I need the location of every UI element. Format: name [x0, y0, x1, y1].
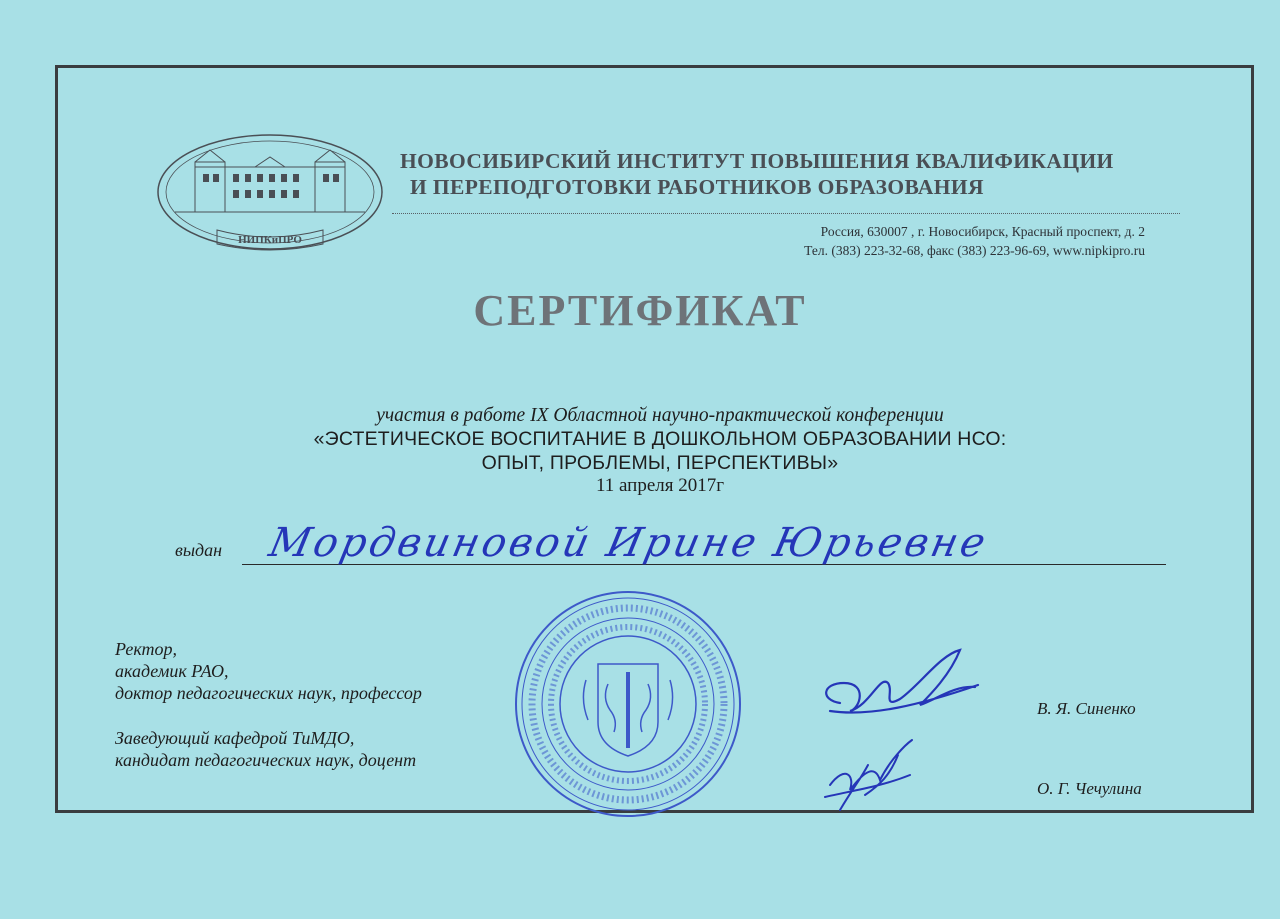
institute-logo	[155, 132, 385, 257]
conference-title-line-2: ОПЫТ, ПРОБЛЕМЫ, ПЕРСПЕКТИВЫ»	[481, 452, 839, 474]
header-divider	[392, 213, 1180, 214]
rector-name: В. Я. Синенко	[1037, 699, 1136, 718]
head-role-line-1: Заведующий кафедрой ТиМДО,	[115, 728, 355, 748]
institute-address-block	[600, 222, 1145, 260]
institute-name-line-1: НОВОСИБИРСКИЙ ИНСТИТУТ ПОВЫШЕНИЯ КВАЛИФИКАЦИИ	[400, 149, 1114, 173]
rector-role-line-2: академик РАО,	[115, 661, 229, 681]
institute-address: Россия, 630007 , г. Новосибирск, Красный проспект, д. 2	[820, 224, 1145, 239]
institute-contacts: Тел. (383) 223-32-68, факс (383) 223-96-69, www.nipkipro.ru	[804, 243, 1145, 258]
document-title: СЕРТИФИКАТ	[473, 286, 807, 335]
certificate-body	[160, 405, 1160, 497]
head-role-line-2: кандидат педагогических наук, доцент	[115, 750, 417, 770]
institute-name-line-2: И ПЕРЕПОДГОТОВКИ РАБОТНИКОВ ОБРАЗОВАНИЯ	[410, 175, 984, 199]
conference-date: 11 апреля 2017г	[595, 475, 725, 496]
signatory-roles	[115, 638, 422, 771]
head-name: О. Г. Чечулина	[1037, 779, 1142, 798]
recipient-name: Мордвиновой Ирине Юрьевне	[265, 520, 993, 566]
institute-name	[400, 148, 1180, 200]
conference-title-line-1: «ЭСТЕТИЧЕСКОЕ ВОСПИТАНИЕ В ДОШКОЛЬНОМ ОБРАЗОВАНИИ НСО:	[313, 428, 1007, 450]
official-seal	[512, 588, 744, 820]
issued-label: выдан	[175, 540, 223, 560]
rector-role-line-1: Ректор,	[115, 639, 178, 659]
logo-text: НИПКиПРО	[238, 234, 302, 246]
participation-text: участия в работе IX Областной научно-практической конференции	[376, 405, 944, 426]
rector-signature	[810, 645, 985, 735]
rector-role-line-3: доктор педагогических наук, профессор	[115, 683, 422, 703]
head-signature	[820, 735, 920, 815]
